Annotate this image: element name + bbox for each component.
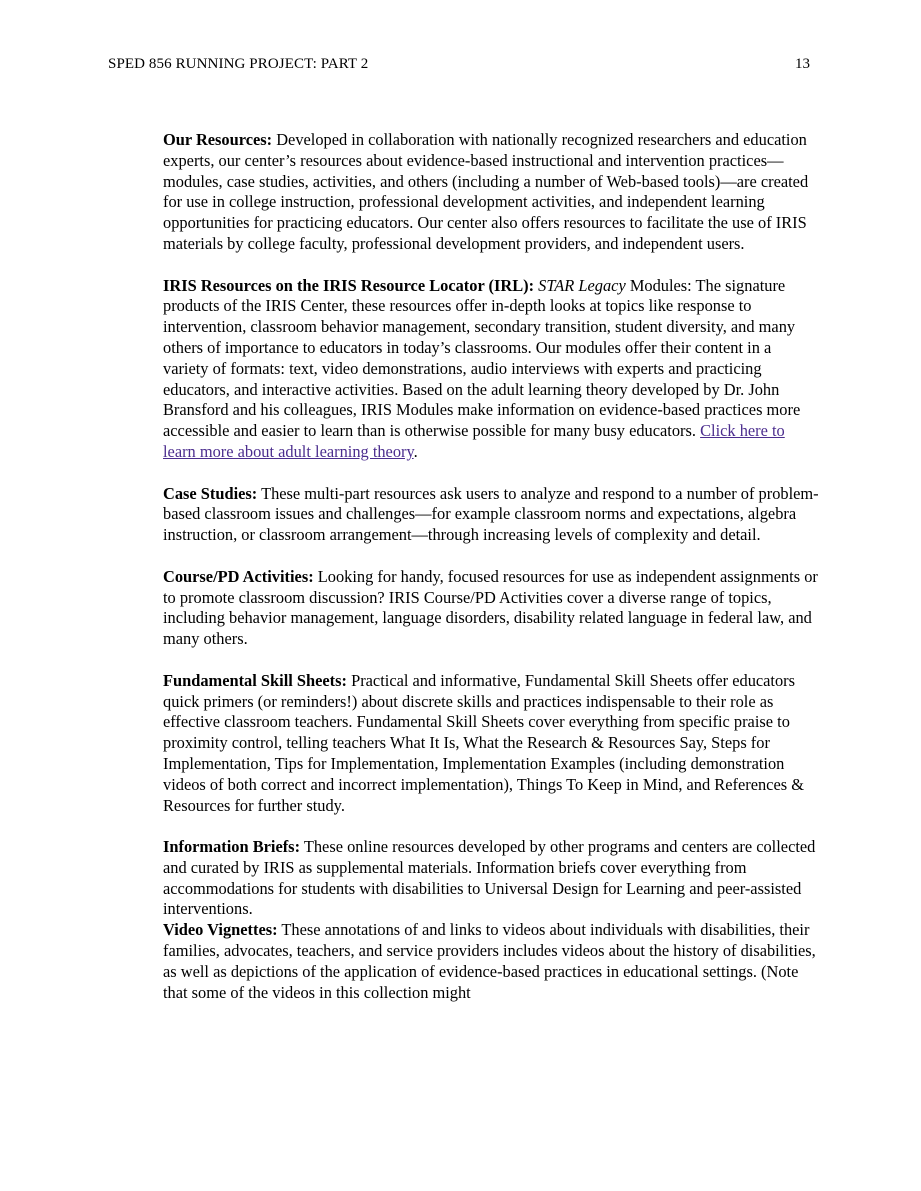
paragraph-heading: IRIS Resources on the IRIS Resource Locator (IRL): bbox=[163, 275, 535, 295]
running-head: SPED 856 RUNNING PROJECT: PART 2 bbox=[108, 56, 369, 72]
adult-learning-theory-link[interactable]: Click here to learn more about adult learning theory bbox=[163, 421, 785, 461]
paragraph-iris-resources bbox=[163, 276, 819, 463]
paragraph-fundamental-skill-sheets bbox=[163, 671, 819, 817]
paragraph-heading: Course/PD Activities: bbox=[163, 566, 314, 586]
paragraph-text: Practical and informative, Fundamental Skill Sheets offer educators quick primers (or reminders!) about discrete skills and practices indispensable to their role as effective classroom teachers. Fundamental Skill Sheets cover everything from specific praise to proximity control, telling teachers What It Is, What the Research & Resources Say, Steps for Implementation, Tips for Implementation, Implementation Examples (including demonstration videos of both correct and incorrect implementation), Things To Keep in Mind, and References & Resources for further study. bbox=[163, 670, 804, 815]
paragraph-video-vignettes bbox=[163, 920, 819, 1003]
italic-star-legacy: STAR Legacy bbox=[538, 275, 626, 295]
paragraph-heading: Our Resources: bbox=[163, 130, 273, 149]
page-number: 13 bbox=[795, 56, 810, 72]
paragraph-text: Looking for handy, focused resources for use as independent assignments or to promote classroom discussion? IRIS Course/PD Activities cover a diverse range of topics, including behavior management, language disorders, disability related language in federal law, and many others. bbox=[163, 566, 818, 649]
paragraph-text: These multi-part resources ask users to analyze and respond to a number of problem-based classroom issues and challenges—for example classroom norms and expectations, algebra instruction, or classroom arrangement—through increasing levels of complexity and detail. bbox=[163, 483, 819, 545]
paragraph-case-studies bbox=[163, 484, 819, 546]
paragraph-text: These online resources developed by other programs and centers are collected and curated by IRIS as supplemental materials. Information briefs cover everything from accommodations for students with disabilities to Universal Design for Learning and peer-assisted interventions. bbox=[163, 837, 816, 919]
paragraph-text-end: . bbox=[413, 441, 418, 461]
paragraph-heading: Case Studies: bbox=[163, 483, 258, 503]
paragraph-heading: Video Vignettes: bbox=[163, 920, 278, 940]
paragraph-our-resources bbox=[163, 130, 819, 255]
paragraph-heading: Fundamental Skill Sheets: bbox=[163, 670, 347, 690]
paragraph-information-briefs bbox=[163, 837, 819, 920]
paragraph-text: Developed in collaboration with nationally recognized researchers and education experts, our center’s resources about evidence-based instructional and intervention practices—modules, case studies, activities, and others (including a number of Web-based tools)—are created for use in college instruction, professional development activities, and independent learning opportunities for practicing educators. Our center also offers resources to facilitate the use of IRIS materials by college faculty, professional development providers, and independent users. bbox=[163, 130, 809, 253]
paragraph-text: Modules: The signature products of the IRIS Center, these resources offer in-depth looks at topics like response to intervention, classroom behavior management, secondary transition, student diversity, and many others of importance to educators in today’s classrooms. Our modules offer their content in a variety of formats: text, video demonstrations, audio interviews with experts and practicing educators, and interactive activities. Based on the adult learning theory developed by Dr. John Bransford and his colleagues, IRIS Modules make information on evidence-based practices more accessible and easier to learn than is otherwise possible for many busy educators. bbox=[163, 275, 801, 441]
paragraph-heading: Information Briefs: bbox=[163, 837, 301, 857]
paragraph-text: These annotations of and links to videos about individuals with disabilities, their families, advocates, teachers, and service providers includes videos about the history of disabilities, as well as depictions of the application of evidence-based practices in educational settings. (Note that some of the videos in this collection might bbox=[163, 920, 816, 1002]
paragraph-course-pd-activities bbox=[163, 567, 819, 650]
document-body bbox=[163, 130, 819, 1024]
